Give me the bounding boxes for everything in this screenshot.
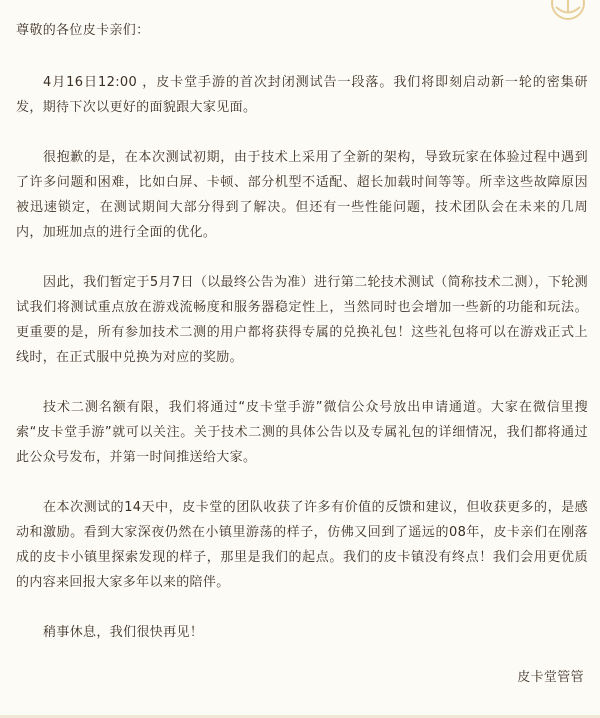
- salutation: 尊敬的各位皮卡亲们：: [16, 23, 150, 38]
- signature: 皮卡堂管管: [517, 670, 584, 685]
- paragraph-apology: 很抱歉的是，在本次测试初期，由于技术上采用了全新的架构，导致玩家在体验过程中遇到了许多问题和困难，比如白屏、卡顿、部分机型不适配、超长加载时间等等。所幸这些故障原因被迅速锁定，在测试期间大部分得到了解决。但还有一些性能问题，技术团队会在未来的几周内，加班加点的进行全面的优化。: [16, 150, 588, 240]
- letter-body: [16, 18, 588, 670]
- paragraph-second-test: 因此，我们暂定于5月7日（以最终公告为准）进行第二轮技术测试（简称技术二测），下轮测试我们将测试重点放在游戏流畅度和服务器稳定性上，当然同时也会增加一些新的功能和玩法。更重要的是，所有参加技术二测的用户都将获得专属的兑换礼包！这些礼包将可以在游戏正式上线时，在正式服中兑换为对应的奖励。: [16, 275, 588, 365]
- paragraph-farewell: 稍事休息，我们很快再见！: [43, 625, 204, 640]
- paragraph-gratitude: 在本次测试的14天中，皮卡堂的团队收获了许多有价值的反馈和建议，但收获更多的，是感动和激励。看到大家深夜仍然在小镇里游荡的样子，仿佛又回到了遥远的08年，皮卡亲们在刚落成的皮卡小镇里探索发现的样子，那里是我们的起点。我们的皮卡镇没有终点！我们会用更优质的内容来回报大家多年以来的陪伴。: [16, 500, 588, 590]
- paragraph-wechat: 技术二测名额有限，我们将通过“皮卡堂手游”微信公众号放出申请通道。大家在微信里搜索“皮卡堂手游”就可以关注。关于技术二测的具体公告以及专属礼包的详细情况，我们都将通过此公众号发布，并第一时间推送给大家。: [16, 400, 588, 465]
- paragraph-test-ended: 4月16日12:00 ，皮卡堂手游的首次封闭测试告一段落。我们将即刻启动新一轮的密集研发，期待下次以更好的面貌跟大家见面。: [16, 75, 588, 115]
